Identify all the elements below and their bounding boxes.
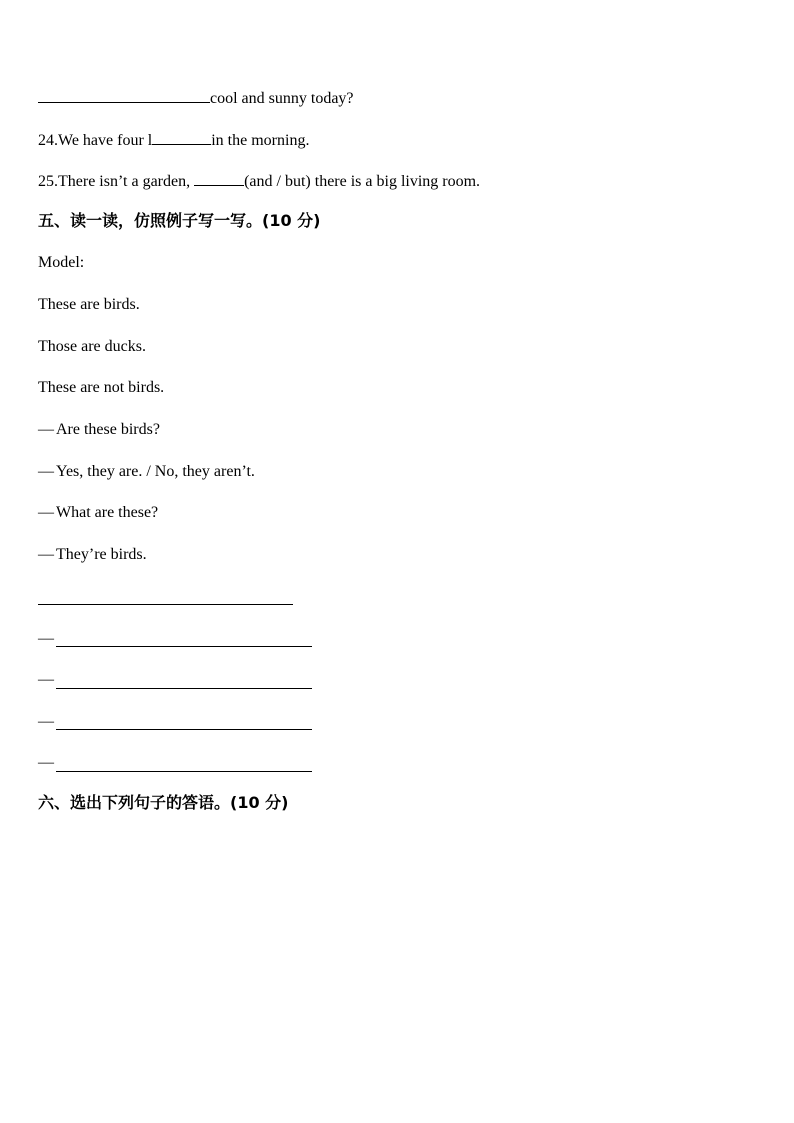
model-line-1: These are birds. [38, 296, 140, 313]
answer-blank[interactable] [152, 129, 211, 145]
answer-line-sentence[interactable] [38, 604, 293, 605]
answer-line-dialogue-1[interactable] [56, 646, 312, 647]
model-label: Model: [38, 254, 85, 271]
answer-blank[interactable] [194, 170, 244, 186]
answer-dialogue-3 [38, 712, 56, 732]
dash-mark: — [38, 504, 54, 521]
question-text-after: in the morning. [211, 132, 310, 149]
dash-mark: — [38, 421, 54, 438]
question-24 [38, 129, 309, 151]
question-23 [38, 87, 354, 109]
dash-mark: — [38, 630, 54, 647]
question-text: cool and sunny today? [210, 90, 354, 107]
question-number: 25. [38, 173, 58, 190]
dash-mark: — [38, 671, 54, 688]
answer-line-dialogue-2[interactable] [56, 688, 312, 689]
model-dialogue-a1 [38, 462, 255, 482]
answer-dialogue-1 [38, 629, 56, 649]
answer-dialogue-2 [38, 670, 56, 690]
question-number: 24. [38, 132, 58, 149]
model-dialogue-a2 [38, 545, 147, 565]
question-text-after: (and / but) there is a big living room. [244, 173, 481, 190]
answer-dialogue-4 [38, 753, 56, 773]
model-dialogue-q2 [38, 503, 158, 523]
model-line-6: What are these? [56, 504, 159, 521]
dash-mark: — [38, 463, 54, 480]
dash-mark: — [38, 754, 54, 771]
section-6-title: 六、选出下列句子的答语。(10 分) [38, 793, 289, 812]
dash-mark: — [38, 546, 54, 563]
model-line-5: Yes, they are. / No, they aren’t. [56, 463, 255, 480]
question-text-before: There isn’t a garden, [58, 173, 195, 190]
answer-blank[interactable] [38, 87, 210, 103]
section-5-title: 五、读一读，仿照例子写一写。(10 分) [38, 211, 321, 230]
model-line-7: They’re birds. [56, 546, 147, 563]
question-25 [38, 170, 480, 192]
model-line-2: Those are ducks. [38, 338, 146, 355]
question-text-before: We have four l [58, 132, 153, 149]
model-line-4: Are these birds? [56, 421, 160, 438]
answer-line-dialogue-4[interactable] [56, 771, 312, 772]
answer-line-dialogue-3[interactable] [56, 729, 312, 730]
model-line-3: These are not birds. [38, 379, 165, 396]
dash-mark: — [38, 713, 54, 730]
model-dialogue-q1 [38, 420, 160, 440]
